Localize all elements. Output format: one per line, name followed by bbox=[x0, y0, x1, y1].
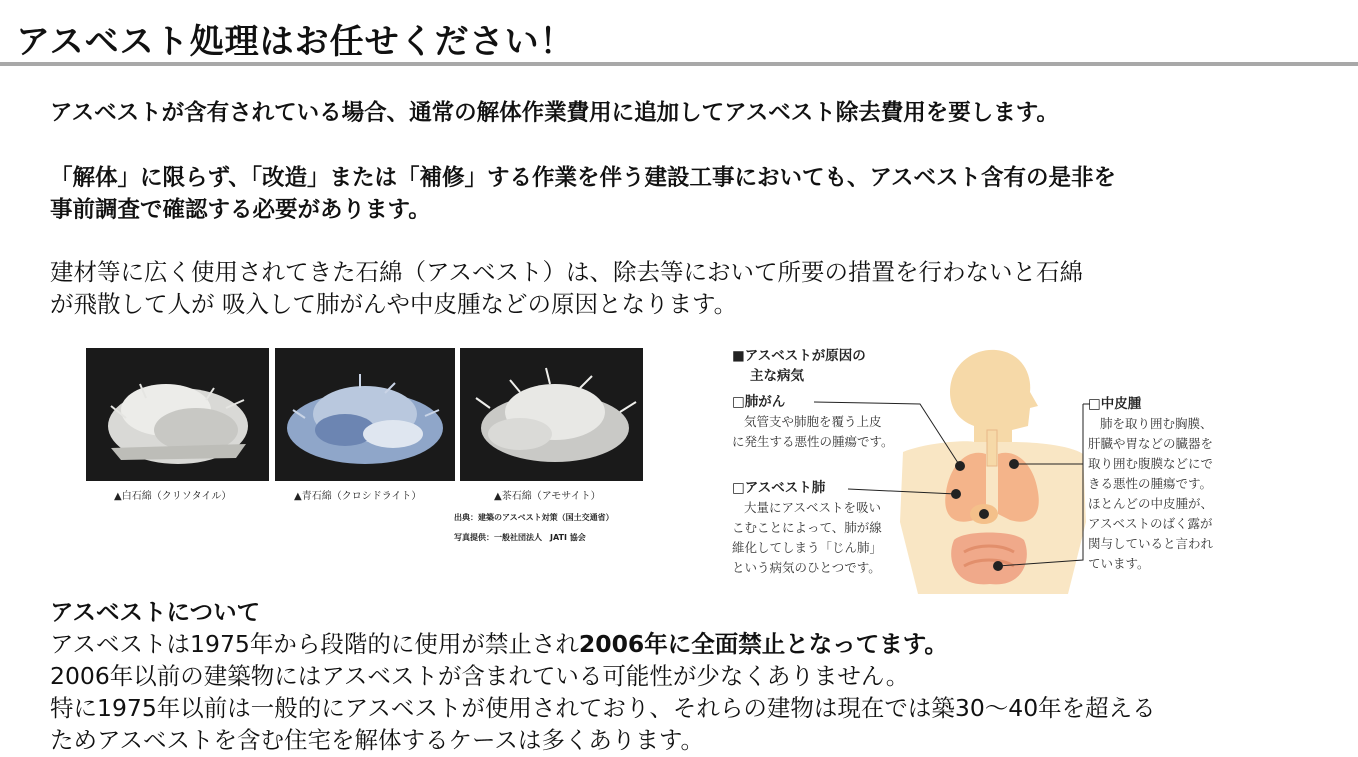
intro-text: 「解体」に限らず、「改造」または「補修」する作業を伴う建設工事においても、アスベスト含有の是非を bbox=[50, 165, 1117, 191]
white-asbestos-photo bbox=[86, 348, 269, 481]
intro-paragraph-health-risk bbox=[50, 256, 1330, 320]
photo-caption-blue: ▲青石綿（クロシドライト） bbox=[294, 491, 422, 502]
asbestos-photo-panel bbox=[84, 345, 646, 545]
about-heading: アスベストについて bbox=[50, 598, 261, 626]
brown-asbestos-photo bbox=[460, 348, 643, 481]
intro-text: 建材等に広く使用されてきた石綿（アスベスト）は、除去等において所要の措置を行わないと石綿 bbox=[50, 258, 1084, 286]
intro-text: アスベストが含有されている場合、通常の解体作業費用に追加してアスベスト除去費用を要します。 bbox=[50, 100, 1059, 126]
ban-highlight: 2006年に全面禁止となってます。 bbox=[578, 630, 948, 658]
title-divider bbox=[0, 62, 1358, 66]
blue-asbestos-photo bbox=[275, 348, 455, 481]
lung-cancer-label: □肺がん 気管支や肺胞を覆う上皮 に発生する悪性の腫瘍です。 bbox=[732, 394, 894, 449]
photo-source: 出典：建築のアスベスト対策（国土交通省） bbox=[454, 513, 614, 522]
about-line: 2006年以前の建築物にはアスベストが含まれている可能性が少なくありません。 bbox=[50, 662, 910, 690]
diagram-heading: ■アスベストが原因の 主な病気 bbox=[732, 348, 866, 384]
about-line: アスベストは1975年から段階的に使用が禁止され2006年に全面禁止となってます。 bbox=[50, 630, 948, 658]
about-line: 特に1975年以前は一般的にアスベストが使用されており、それらの建物は現在では築30〜40年を超える bbox=[50, 694, 1156, 722]
intro-text: が飛散して人が 吸入して肺がんや中皮腫などの原因となります。 bbox=[50, 290, 738, 318]
page-title: アスベスト処理はお任せください！ bbox=[16, 22, 575, 62]
intro-paragraph-survey bbox=[50, 162, 1330, 226]
intro-text: 事前調査で確認する必要があります。 bbox=[50, 197, 431, 223]
asbestosis-label: □アスベスト肺 大量にアスベストを吸い こむことによって、肺が線 維化してしまう「じん肺」 という病気のひとつです。 bbox=[732, 480, 883, 575]
about-line: ためアスベストを含む住宅を解体するケースは多くあります。 bbox=[50, 726, 705, 754]
mesothelioma-label: □中皮腫 肺を取り囲む胸膜、 肝臓や胃などの臓器を 取り囲む腹膜などにで きる悪性の腫瘍です。 ほとんどの中皮腫が、 アスベストのばく露が 関与していると言われ ています。 bbox=[1088, 396, 1214, 571]
intro-paragraph-removal-cost bbox=[50, 97, 1330, 129]
photo-credit: 写真提供：一般社団法人 JATI 協会 bbox=[454, 533, 586, 542]
about-asbestos-section bbox=[50, 596, 1330, 756]
asbestos-disease-diagram bbox=[728, 344, 1228, 596]
photo-caption-white: ▲白石綿（クリソタイル） bbox=[114, 491, 232, 502]
photo-caption-brown: ▲茶石綿（アモサイト） bbox=[494, 491, 601, 502]
